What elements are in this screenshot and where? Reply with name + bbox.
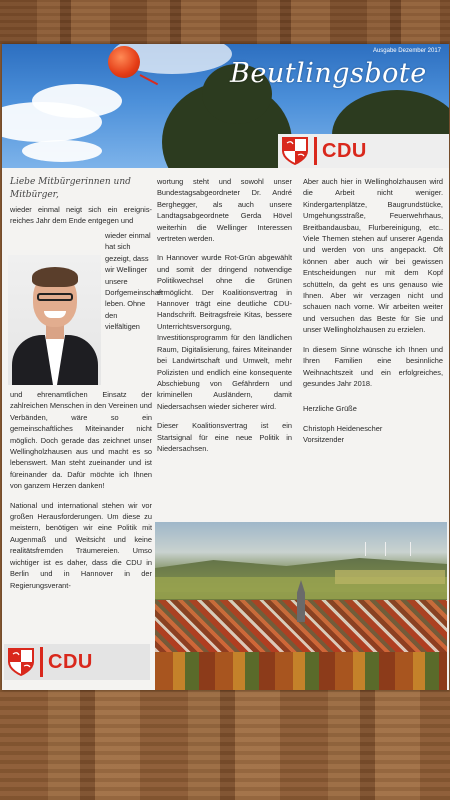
photo-field	[335, 570, 445, 584]
intro-text: wieder einmal neigt sich ein ereignisreiches Jahr dem Ende entgegen und	[10, 205, 152, 226]
closing: Herzliche Grüße	[303, 404, 357, 414]
column-3	[303, 176, 443, 446]
paragraph: Dieser Koalitionsvertrag ist ein Startsignal für eine neue Politik in Niedersachsen.	[157, 421, 292, 453]
crest-icon	[278, 134, 312, 168]
paragraph: und ehrenamtlichen Einsatz der zahlreichen Menschen in den Vereinen und Verbänden, wäre so ein gemeinschaftliches Miteinander nicht möglich. Doch gerade das zeichnet unser Wellingholzhausen aus und macht es so lebenswert. Man steht zueinander und ist füreinander da. Dafür möchte ich Ihnen von ganzem Herzen danken!	[10, 390, 152, 491]
balloon-string	[140, 74, 159, 85]
cdu-logo-header	[278, 134, 449, 168]
wind-turbine	[365, 542, 366, 556]
masthead-title: Beutlingsbote	[230, 58, 427, 89]
crest-icon	[4, 644, 38, 680]
cdu-wordmark: CDU	[48, 650, 93, 673]
paragraph: wortung steht und sowohl unser Bundestagsabgeordneter Dr. André Berghegger, als auch unsere Landtagsabgeordnete Gerda Hövel weiterhin die Wellinger Interessen vertreten werden.	[157, 177, 292, 244]
photo-hair	[32, 267, 78, 287]
author-photo	[8, 255, 101, 385]
letter-greeting: Liebe Mitbürgerinnen und Mitbürger,	[10, 177, 131, 200]
signature-name: Christoph Heidenescher	[303, 423, 383, 433]
issue-label: Ausgabe Dezember 2017	[372, 48, 441, 54]
wood-table-top	[0, 0, 450, 44]
photo-smile	[44, 311, 66, 318]
column-1	[10, 389, 152, 599]
village-aerial-photo	[155, 522, 447, 690]
balloon-icon	[108, 46, 140, 78]
cdu-wordmark: CDU	[322, 139, 367, 162]
column-1-wrap	[105, 230, 163, 341]
wrap-text: wieder einmal hat sich gezeigt, dass wir Wellinger unsere Dorfgemeinschaft leben. Ohne den vielfältigen	[105, 231, 163, 332]
logo-divider	[314, 137, 317, 165]
photo-glasses	[37, 293, 73, 301]
cdu-logo-footer	[4, 644, 150, 680]
wind-turbine	[385, 542, 386, 556]
photo-trees	[155, 652, 447, 690]
signature-title: Vorsitzender	[303, 435, 345, 445]
wood-table-bottom	[0, 690, 450, 800]
paragraph: National und international stehen wir vor großen Herausforderungen. Um diese zu meistern, benötigen wir eine Politik mit Augenmaß und Weitsicht und keine realitätsfremden Träumereien. Umso wichtiger ist es daher, dass die CDU in Berlin und in Hannover in der Regierungsverant-	[10, 500, 152, 590]
logo-divider	[40, 647, 43, 677]
cloud	[22, 140, 102, 162]
paragraph: In Hannover wurde Rot-Grün abgewählt und somit der dringend notwendige Politikwechsel ohne die Grünen ermöglicht. Der Koalitionsvertrag in Hannover trägt eine deutliche CDU-Handschrift. Beitragsfreie Kitas, bessere Unterrichtsversorgung, Investitionsprogramm für den ländlichen Raum, Digitalisierung, faires Miteinander bei Landwirtschaft und Umwelt, mehr Polizisten und endlich eine konsequente Abschiebung von Gefährdern und kriminellen Ausländern, damit Niedersachsen wieder sicherer wird.	[157, 253, 292, 411]
wind-turbine	[410, 542, 411, 556]
cloud	[32, 84, 122, 118]
header-banner	[2, 44, 449, 168]
paragraph: Aber auch hier in Wellingholzhausen wird die Arbeit nicht weniger. Kindergartenplätze, Baugrundstücke, Umgehungsstraße, Feuerwehrhaus, Breitbandausbau, Flurbereinigung, etc.. Viele Themen stehen auf unserer Agenda und werden von uns angepackt. Oft können aber auch wir bei gewissen Entscheidungen nur mit dem Kopf schütteln, da geht es uns genauso wie Ihnen. Aber wir verzagen nicht und schauen nach vorne. Wir arbeiten weiter und versuchen das Beste für Sie und unser Wellingholzhausen zu erzielen.	[303, 177, 443, 335]
newsletter-page	[2, 44, 449, 690]
paragraph: In diesem Sinne wünsche ich Ihnen und Ihren Familien eine besinnliche Weihnachtszeit und ein erfolgreiches, gesundes Jahr 2018.	[303, 344, 443, 388]
column-2	[157, 176, 292, 462]
